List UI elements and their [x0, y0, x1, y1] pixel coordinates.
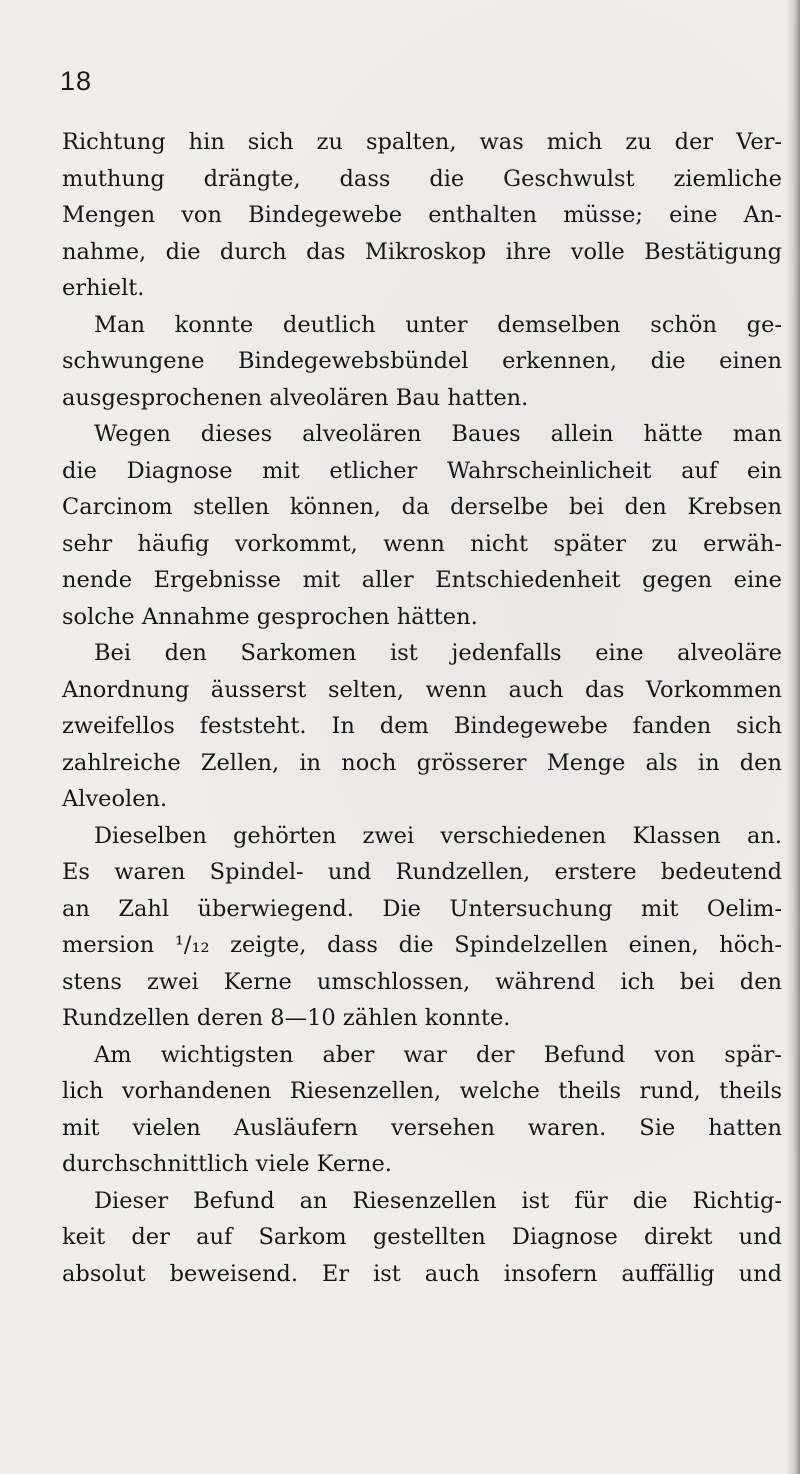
text-line: Rundzellen deren 8—10 zählen konnte. [62, 1005, 511, 1031]
body-text [62, 124, 782, 1292]
text-line: stens zwei Kerne umschlossen, während ich bei den [62, 968, 782, 995]
text-line: zweifellos feststeht. In dem Bindegewebe fanden sich [62, 713, 782, 739]
text-line: an Zahl überwiegend. Die Untersuchung mit Oelim- [62, 895, 782, 922]
text-line: ausgesprochenen alveolären Bau hatten. [62, 384, 529, 411]
text-line: sehr häufig vorkommt, wenn nicht später zu erwäh- [62, 530, 782, 557]
text-line: mersion ¹/₁₂ zeigte, dass die Spindelzellen einen, höch- [62, 932, 782, 958]
text-line: Man konnte deutlich unter demselben schön ge- [94, 311, 782, 338]
text-line: schwungene Bindegewebsbündel erkennen, die einen [62, 348, 782, 374]
paragraph [62, 124, 782, 307]
page-binding-shadow [786, 0, 800, 1474]
text-line: absolut beweisend. Er ist auch insofern auffällig und [62, 1260, 782, 1287]
text-line: Alveolen. [62, 786, 168, 812]
text-line: erhielt. [62, 275, 145, 301]
paragraph [62, 1037, 782, 1183]
text-line: Anordnung äusserst selten, wenn auch das Vorkommen [62, 676, 782, 703]
text-line: Carcinom stellen können, da derselbe bei den Krebsen [62, 494, 782, 520]
text-line: Wegen dieses alveolären Baues allein hätte man [94, 421, 782, 447]
text-line: Richtung hin sich zu spalten, was mich zu der Ver- [62, 129, 782, 155]
text-line: keit der auf Sarkom gestellten Diagnose direkt und [62, 1224, 782, 1250]
paragraph [62, 307, 782, 417]
text-line: nahme, die durch das Mikroskop ihre volle Bestätigung [62, 238, 782, 265]
text-line: Bei den Sarkomen ist jedenfalls eine alveoläre [94, 640, 782, 666]
text-line: lich vorhandenen Riesenzellen, welche theils rund, theils [62, 1078, 782, 1104]
paragraph [62, 416, 782, 635]
text-line: solche Annahme gesprochen hätten. [62, 603, 478, 630]
text-line: Dieselben gehörten zwei verschiedenen Klassen an. [94, 822, 782, 849]
text-line: Es waren Spindel- und Rundzellen, erstere bedeutend [62, 859, 782, 885]
text-line: Am wichtigsten aber war der Befund von spär- [94, 1041, 782, 1068]
text-line: Dieser Befund an Riesenzellen ist für die Richtig- [94, 1187, 782, 1214]
text-line: nende Ergebnisse mit aller Entschiedenheit gegen eine [62, 567, 782, 593]
paragraph [62, 818, 782, 1037]
text-line: mit vielen Ausläufern versehen waren. Sie hatten [62, 1114, 782, 1141]
text-line: Mengen von Bindegewebe enthalten müsse; eine An- [62, 202, 782, 228]
text-line: durchschnittlich viele Kerne. [62, 1151, 392, 1177]
text-line: die Diagnose mit etlicher Wahrscheinlicheit auf ein [62, 457, 782, 484]
paragraph [62, 1183, 782, 1293]
page-number: 18 [60, 66, 93, 96]
text-line: zahlreiche Zellen, in noch grösserer Menge als in den [62, 749, 782, 776]
paragraph [62, 635, 782, 818]
text-line: muthung drängte, dass die Geschwulst ziemliche [62, 165, 782, 192]
